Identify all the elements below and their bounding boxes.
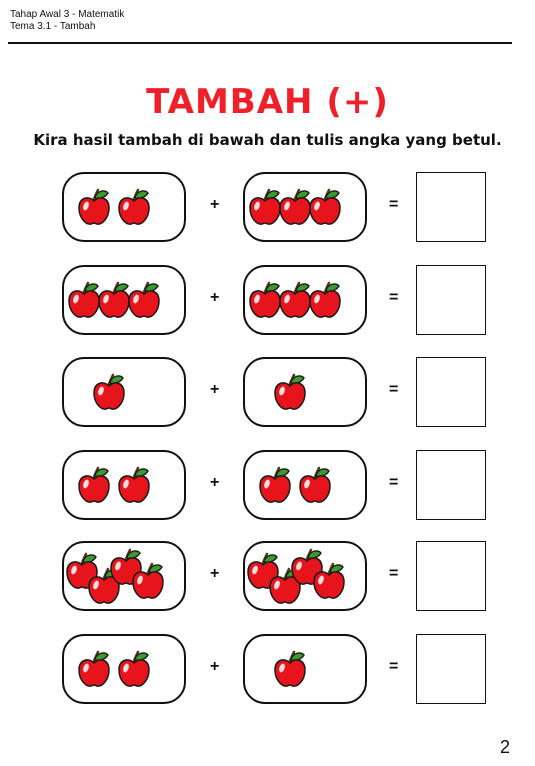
instructions: Kira hasil tambah di bawah dan tulis angka yang betul. <box>33 131 502 149</box>
equals-sign: = <box>389 381 399 398</box>
plus-sign: + <box>210 565 220 582</box>
problem-row <box>0 357 535 431</box>
apple-icon <box>117 650 151 688</box>
answer-box[interactable] <box>416 265 486 335</box>
apple-icon <box>248 281 282 319</box>
plus-sign: + <box>210 196 220 213</box>
problem-row <box>0 172 535 246</box>
right-apple-group <box>243 357 367 427</box>
page-title: TAMBAH (+) <box>146 82 389 122</box>
apple-icon <box>92 373 126 411</box>
apple-icon <box>308 188 342 226</box>
left-apple-group <box>62 634 186 704</box>
problem-row <box>0 450 535 524</box>
apple-icon <box>67 281 101 319</box>
plus-sign: + <box>210 658 220 675</box>
apple-icon <box>258 466 292 504</box>
apple-icon <box>308 281 342 319</box>
plus-sign: + <box>210 474 220 491</box>
plus-sign: + <box>210 289 220 306</box>
answer-box[interactable] <box>416 172 486 242</box>
equals-sign: = <box>389 196 399 213</box>
apple-icon <box>278 281 312 319</box>
plus-sign: + <box>210 381 220 398</box>
equals-sign: = <box>389 289 399 306</box>
apple-icon <box>278 188 312 226</box>
answer-box[interactable] <box>416 357 486 427</box>
apple-icon <box>77 466 111 504</box>
apple-icon <box>97 281 131 319</box>
apple-icon <box>273 650 307 688</box>
right-apple-group <box>243 450 367 520</box>
header-topic: Tema 3.1 - Tambah <box>10 21 96 32</box>
problem-row <box>0 541 535 615</box>
left-apple-group <box>62 172 186 242</box>
apple-icon <box>77 188 111 226</box>
apple-icon <box>312 562 346 600</box>
equals-sign: = <box>389 474 399 491</box>
left-apple-group <box>62 265 186 335</box>
apple-icon <box>298 466 332 504</box>
right-apple-group <box>243 634 367 704</box>
left-apple-group <box>62 450 186 520</box>
apple-icon <box>127 281 161 319</box>
right-apple-group <box>243 541 367 611</box>
header-subject: Tahap Awal 3 - Matematik <box>10 9 125 20</box>
header-divider <box>8 42 512 44</box>
problem-row <box>0 265 535 339</box>
apple-icon <box>131 562 165 600</box>
apple-icon <box>77 650 111 688</box>
apple-icon <box>117 188 151 226</box>
right-apple-group <box>243 265 367 335</box>
page-number: 2 <box>499 737 510 757</box>
equals-sign: = <box>389 565 399 582</box>
apple-icon <box>248 188 282 226</box>
answer-box[interactable] <box>416 634 486 704</box>
answer-box[interactable] <box>416 541 486 611</box>
left-apple-group <box>62 357 186 427</box>
left-apple-group <box>62 541 186 611</box>
equals-sign: = <box>389 658 399 675</box>
problem-row <box>0 634 535 708</box>
apple-icon <box>117 466 151 504</box>
answer-box[interactable] <box>416 450 486 520</box>
right-apple-group <box>243 172 367 242</box>
apple-icon <box>273 373 307 411</box>
